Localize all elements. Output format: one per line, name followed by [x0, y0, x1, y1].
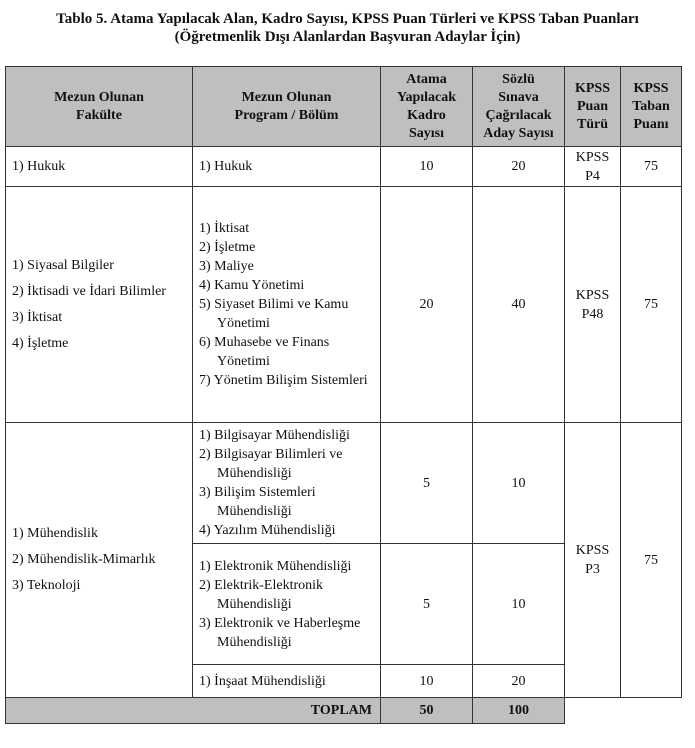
kadro-cell: 20 — [381, 187, 473, 423]
list-item: 2) Elektrik-Elektronik Mühendisliği — [199, 577, 324, 612]
total-label: TOPLAM — [6, 698, 381, 724]
base-score-cell: 75 — [621, 423, 682, 698]
table-title — [0, 10, 695, 46]
table-row — [6, 423, 682, 544]
program-cell — [193, 544, 381, 665]
list-item: 2) İktisadi ve İdari Bilimler — [12, 283, 166, 299]
table-title-line1: Tablo 5. Atama Yapılacak Alan, Kadro Sayısı, KPSS Puan Türleri ve KPSS Taban Puanları — [56, 11, 639, 27]
list-item: 3) İktisat — [12, 309, 63, 325]
header-kadro: Atama Yapılacak Kadro Sayısı — [381, 67, 473, 147]
list-item: 4) Yazılım Mühendisliği — [199, 523, 336, 538]
program-cell — [193, 147, 381, 187]
header-aday: Sözlü Sınava Çağrılacak Aday Sayısı — [473, 67, 565, 147]
kpss-type-cell: KPSS P48 — [565, 187, 621, 423]
header-row — [6, 67, 682, 147]
header-fakulte: Mezun Olunan Fakülte — [6, 67, 193, 147]
header-taban: KPSS Taban Puanı — [621, 67, 682, 147]
kpss-type-cell: KPSS P3 — [565, 423, 621, 698]
base-score-cell: 75 — [621, 187, 682, 423]
kpss-type-cell: KPSS P4 — [565, 147, 621, 187]
list-item: 1) İnşaat Mühendisliği — [199, 673, 326, 689]
list-item: 1) Hukuk — [199, 159, 253, 174]
base-score-cell: 75 — [621, 147, 682, 187]
faculty-cell — [6, 423, 193, 698]
table-row — [6, 187, 682, 423]
total-kadro: 50 — [381, 698, 473, 724]
list-item: 1) İktisat — [199, 221, 250, 236]
header-puan-turu: KPSS Puan Türü — [565, 67, 621, 147]
list-item: 3) Maliye — [199, 259, 254, 274]
aday-cell: 10 — [473, 423, 565, 544]
kadro-cell: 10 — [381, 147, 473, 187]
total-empty — [565, 698, 682, 724]
list-item: 3) Bilişim Sistemleri Mühendisliği — [199, 485, 316, 519]
aday-cell: 10 — [473, 544, 565, 665]
list-item: 4) İşletme — [12, 335, 69, 351]
list-item: 6) Muhasebe ve Finans Yönetimi — [199, 335, 330, 369]
list-item: 2) Bilgisayar Bilimleri ve Mühendisliği — [199, 447, 343, 481]
list-item: 7) Yönetim Bilişim Sistemleri — [199, 373, 368, 388]
list-item: 2) Mühendislik-Mimarlık — [12, 552, 156, 567]
list-item: 1) Bilgisayar Mühendisliği — [199, 428, 350, 443]
aday-cell: 20 — [473, 147, 565, 187]
kadro-cell: 5 — [381, 423, 473, 544]
program-cell — [193, 187, 381, 423]
kadro-cell: 10 — [381, 665, 473, 698]
program-cell — [193, 665, 381, 698]
table-row — [6, 147, 682, 187]
faculty-cell — [6, 187, 193, 423]
total-aday: 100 — [473, 698, 565, 724]
list-item: 3) Teknoloji — [12, 578, 81, 593]
aday-cell: 40 — [473, 187, 565, 423]
list-item: 4) Kamu Yönetimi — [199, 278, 305, 293]
list-item: 1) Siyasal Bilgiler — [12, 257, 114, 273]
list-item: 2) İşletme — [199, 240, 256, 255]
aday-cell: 20 — [473, 665, 565, 698]
list-item: 1) Elektronik Mühendisliği — [199, 558, 352, 574]
table-title-line2: (Öğretmenlik Dışı Alanlardan Başvuran Adaylar İçin) — [174, 29, 521, 45]
total-row — [6, 698, 682, 724]
header-program: Mezun Olunan Program / Bölüm — [193, 67, 381, 147]
list-item: 5) Siyaset Bilimi ve Kamu Yönetimi — [199, 297, 349, 331]
program-cell — [193, 423, 381, 544]
list-item: 1) Mühendislik — [12, 526, 98, 541]
kadro-cell: 5 — [381, 544, 473, 665]
list-item: 3) Elektronik ve Haberleşme Mühendisliği — [199, 615, 361, 650]
faculty-cell — [6, 147, 193, 187]
kadro-table — [5, 66, 682, 724]
list-item: 1) Hukuk — [12, 158, 66, 174]
